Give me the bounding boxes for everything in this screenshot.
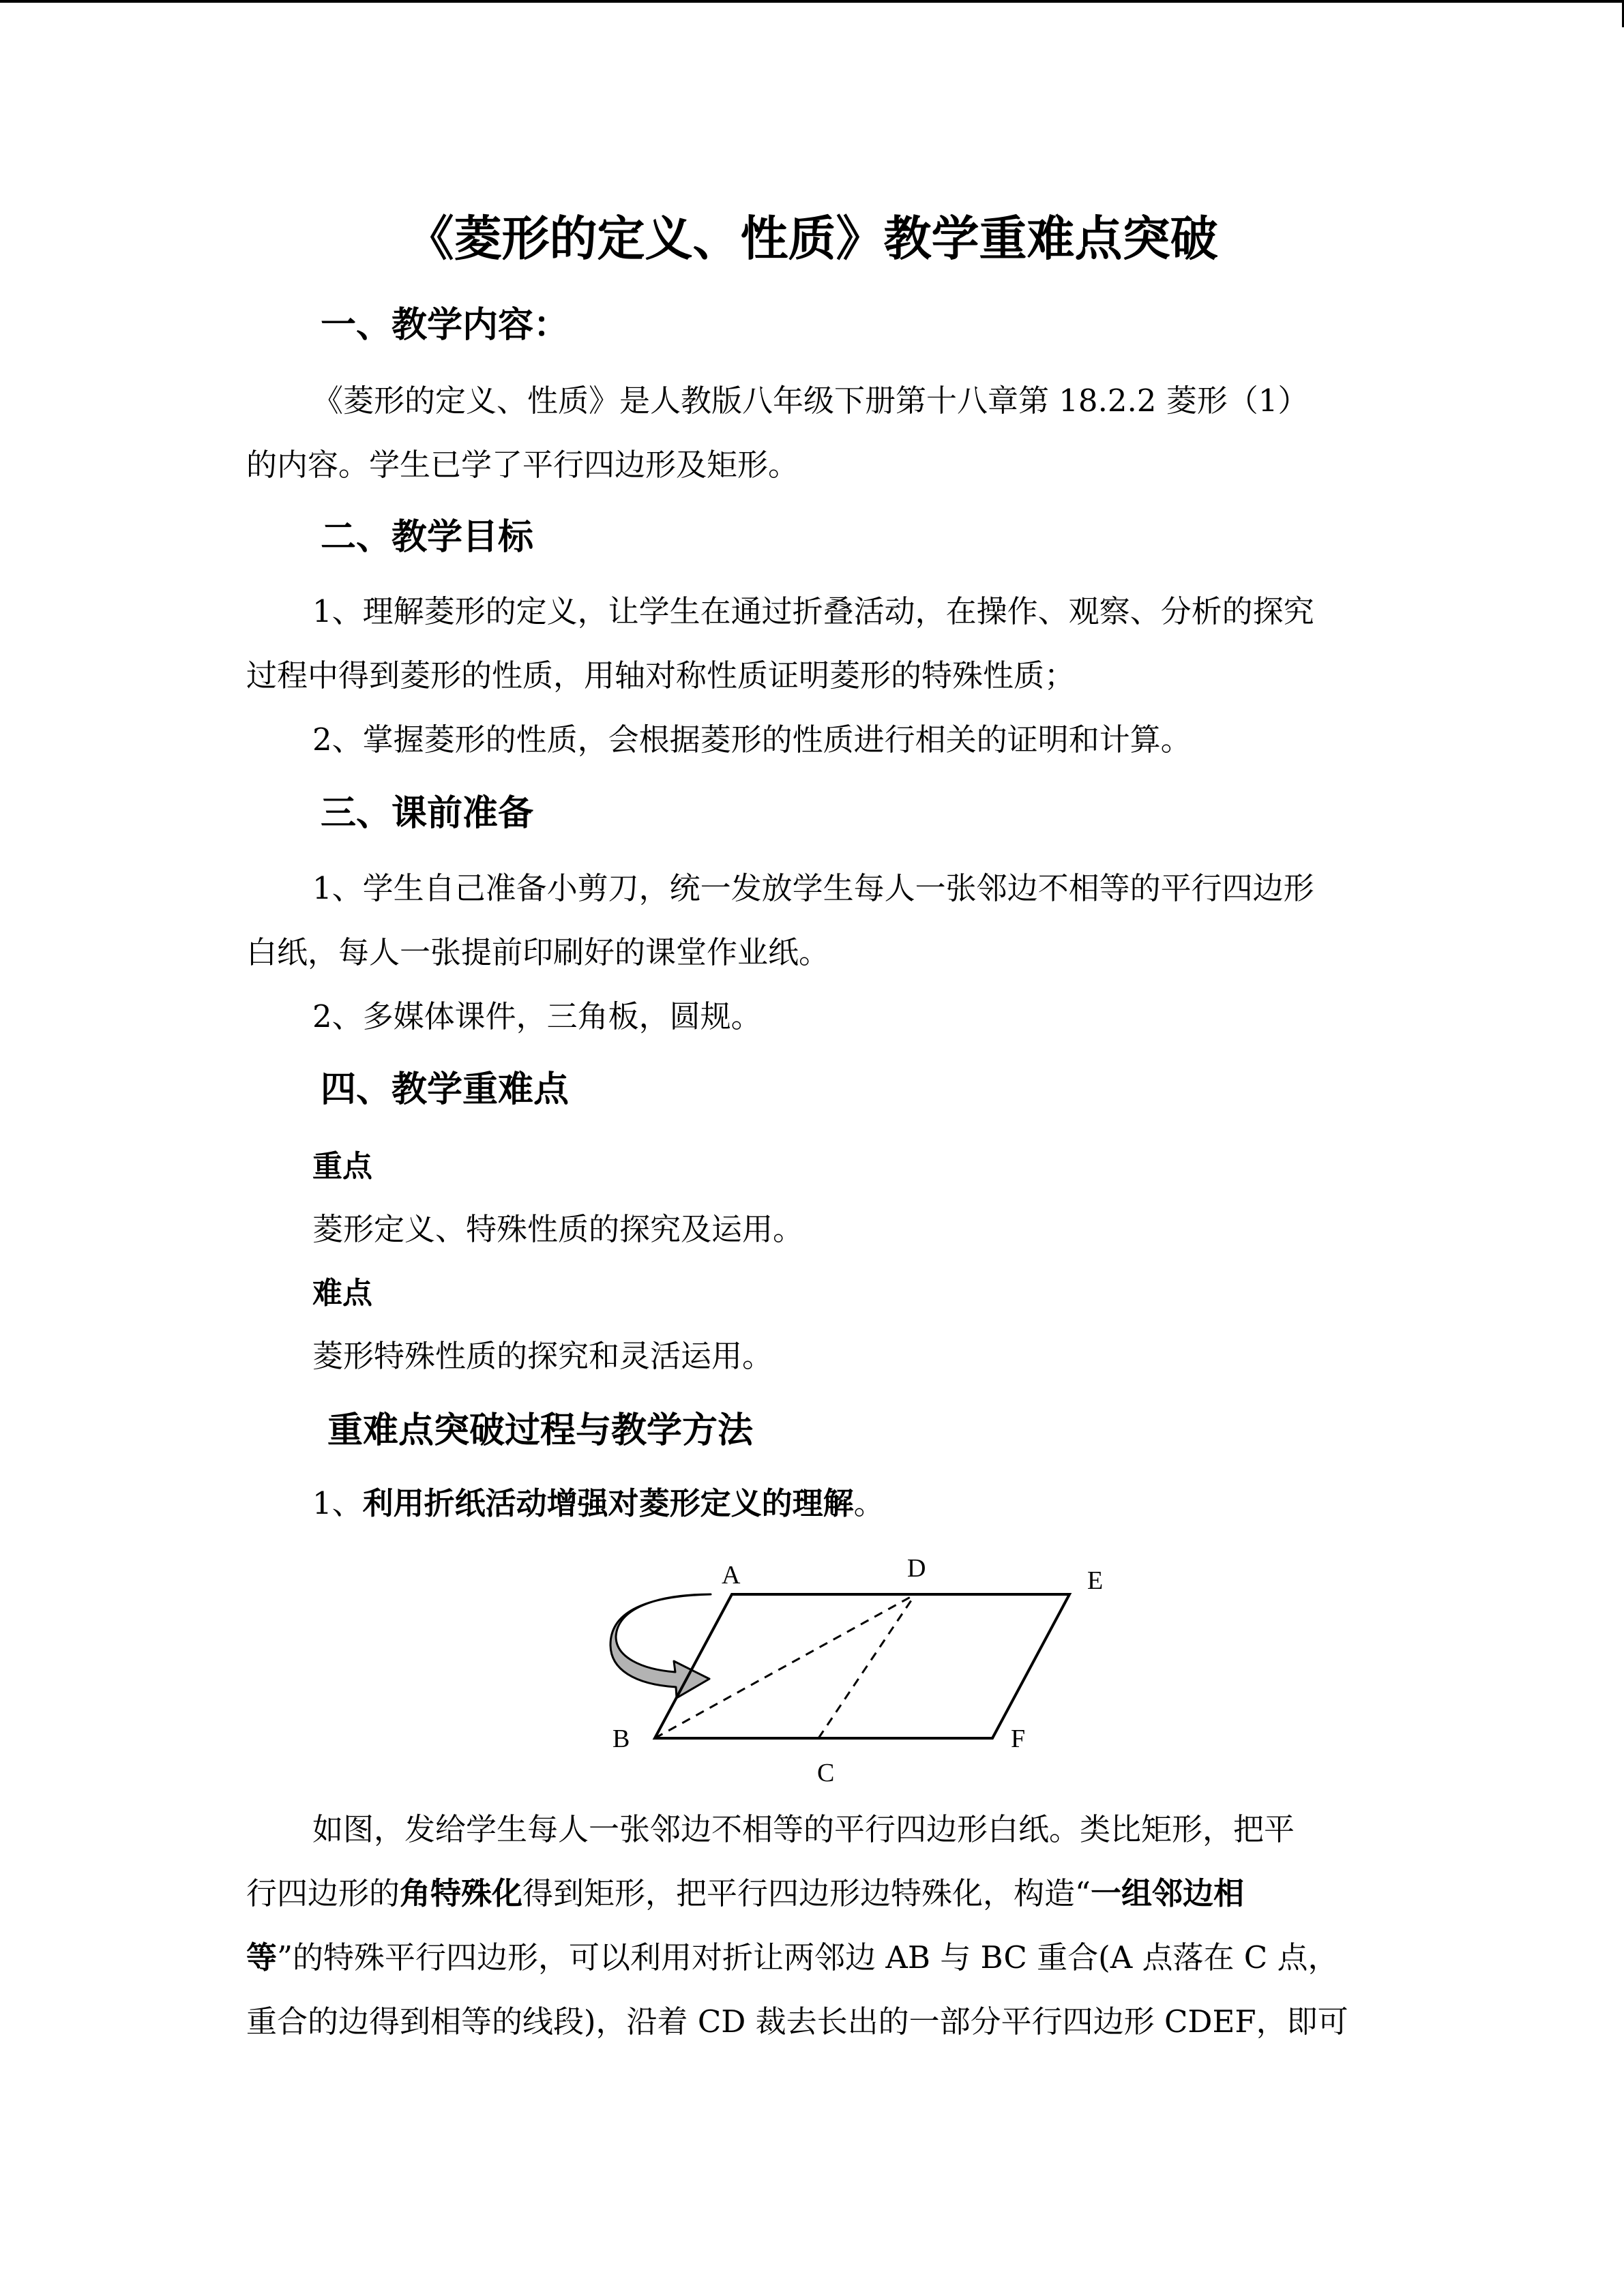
key-point-label: 重点 — [312, 1149, 372, 1184]
label-a: A — [722, 1561, 741, 1590]
label-e: E — [1087, 1566, 1104, 1595]
goal-1-line-2: 过程中得到菱形的性质，用轴对称性质证明菱形的特殊性质； — [246, 657, 1076, 694]
closing-line-3-bold: 等 — [246, 1939, 278, 1976]
label-d: D — [907, 1554, 926, 1583]
key-point-text: 菱形定义、特殊性质的探究及运用。 — [312, 1211, 804, 1247]
goal-2: 2、掌握菱形的性质，会根据菱形的性质进行相关的证明和计算。 — [312, 721, 1192, 758]
section-heading-key-points: 四、教学重难点 — [321, 1069, 570, 1110]
section-heading-methods: 重难点突破过程与教学方法 — [327, 1410, 754, 1451]
method-item-1-number: 1、 — [312, 1485, 363, 1521]
closing-line-2-a: 行四边形的 — [246, 1875, 400, 1911]
page-title: 《菱形的定义、性质》教学重难点突破 — [406, 211, 1218, 267]
goal-1-line-1: 1、理解菱形的定义，让学生在通过折叠活动，在操作、观察、分析的探究 — [312, 593, 1314, 629]
content-paragraph-line-1: 《菱形的定义、性质》是人教版八年级下册第十八章第 18.2.2 菱形（1） — [312, 383, 1309, 419]
closing-line-1: 如图，发给学生每人一张邻边不相等的平行四边形白纸。类比矩形，把平 — [312, 1811, 1295, 1847]
closing-line-2-bold-sides: 一组邻边相 — [1091, 1875, 1245, 1911]
prep-1-line-1: 1、学生自己准备小剪刀，统一发放学生每人一张邻边不相等的平行四边形 — [312, 870, 1314, 906]
section-heading-goals: 二、教学目标 — [321, 517, 534, 558]
closing-line-2-bold-angle: 角特殊化 — [400, 1875, 523, 1911]
content-paragraph-line-2: 的内容。学生已学了平行四边形及矩形。 — [246, 447, 799, 483]
method-item-1-end: 。 — [853, 1485, 885, 1521]
prep-2: 2、多媒体课件，三角板，圆规。 — [312, 998, 762, 1034]
parallelogram-abfe — [655, 1594, 1069, 1738]
closing-line-4: 重合的边得到相等的线段)，沿着 CD 裁去长出的一部分平行四边形 CDEF，即可 — [246, 2003, 1348, 2040]
label-f: F — [1011, 1725, 1026, 1753]
section-heading-content: 一、教学内容： — [321, 305, 570, 346]
fold-arrow-icon — [610, 1594, 711, 1698]
closing-line-3 — [246, 1934, 1339, 1982]
method-item-1-text: 利用折纸活动增强对菱形定义的理解 — [362, 1485, 854, 1521]
cut-line-cd — [818, 1594, 915, 1738]
label-b: B — [612, 1725, 630, 1753]
difficult-point-text: 菱形特殊性质的探究和灵活运用。 — [312, 1338, 773, 1374]
section-heading-preparation: 三、课前准备 — [321, 793, 534, 834]
difficult-point-label: 难点 — [312, 1276, 372, 1311]
prep-1-line-2: 白纸，每人一张提前印刷好的课堂作业纸。 — [246, 934, 830, 970]
closing-line-3-rest: ”的特殊平行四边形，可以利用对折让两邻边 AB 与 BC 重合(A 点落在 C 点， — [277, 1939, 1339, 1976]
closing-line-2-c: 得到矩形，把平行四边形边特殊化，构造“ — [522, 1875, 1091, 1911]
label-c: C — [817, 1759, 835, 1787]
closing-line-2 — [246, 1870, 1244, 1918]
